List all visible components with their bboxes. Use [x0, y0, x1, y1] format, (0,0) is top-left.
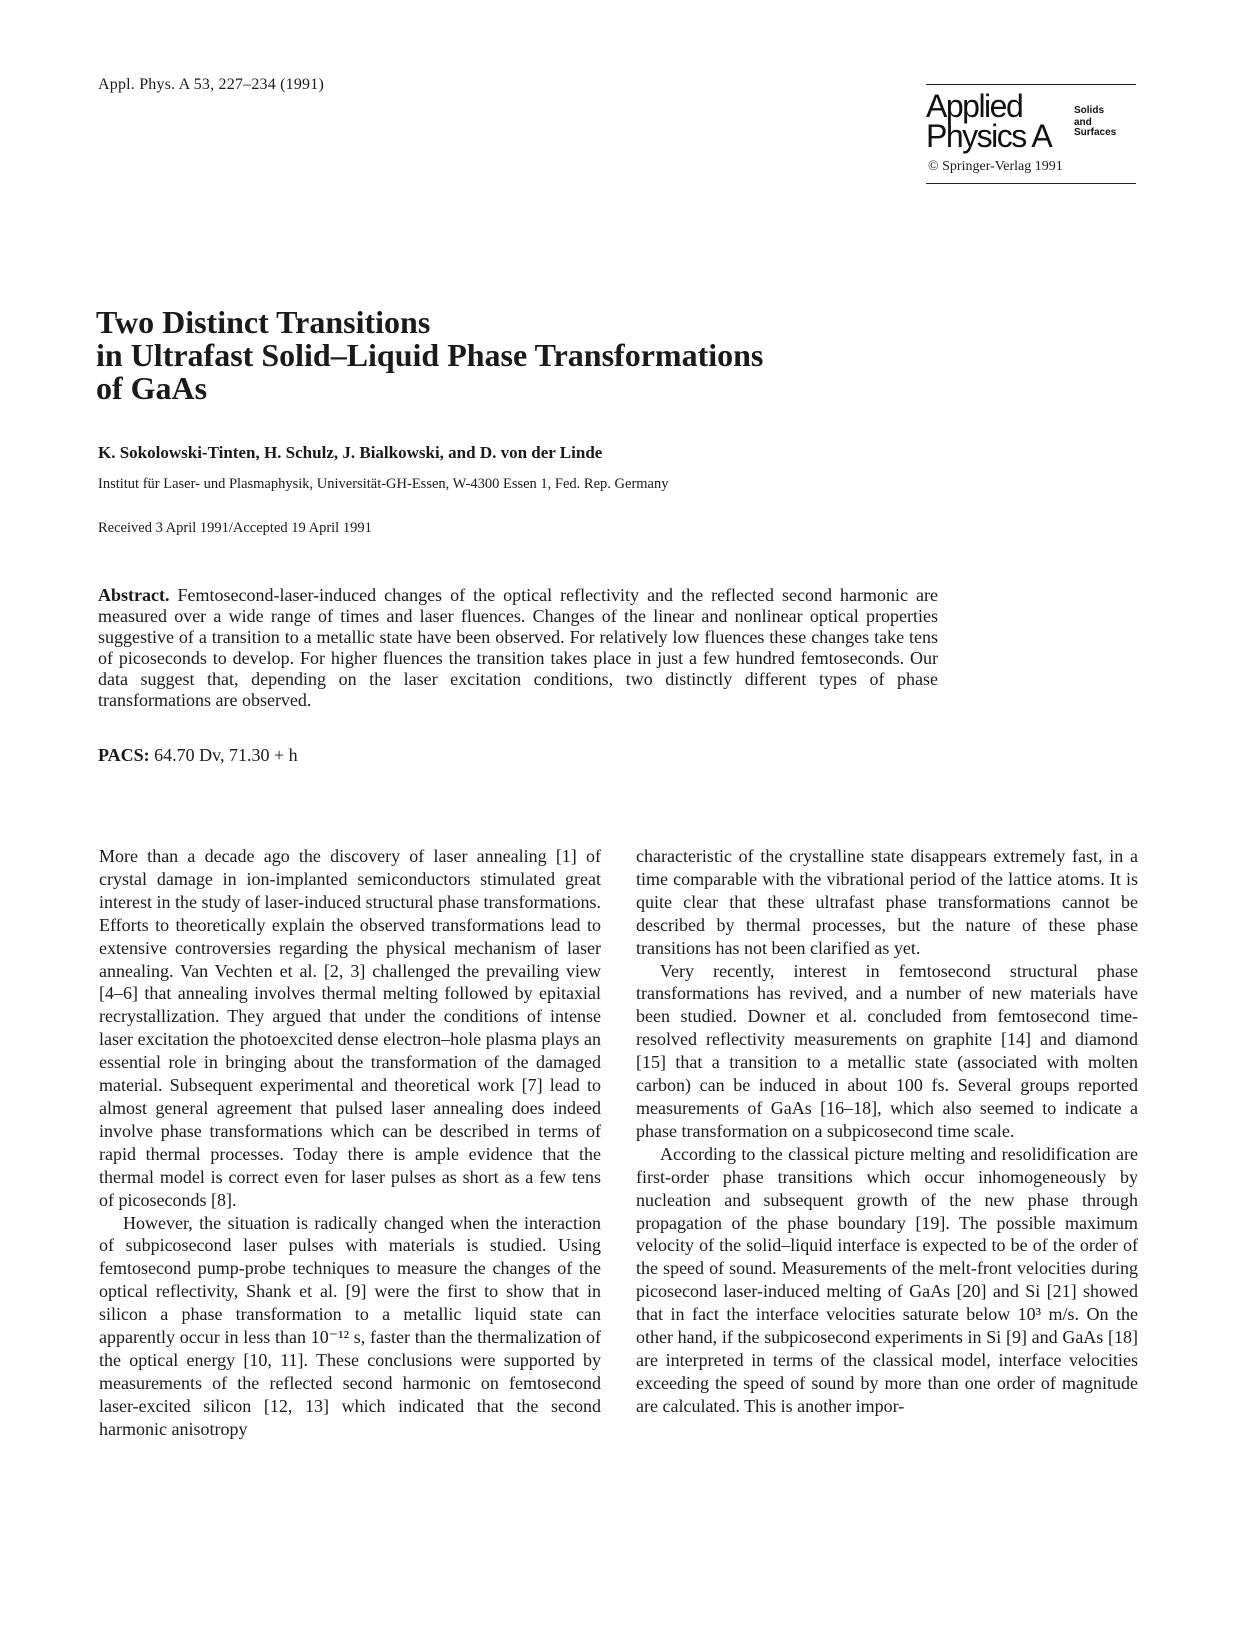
abstract — [98, 585, 938, 711]
pacs-text: 64.70 Dv, 71.30 + h — [154, 745, 298, 765]
body-paragraph: According to the classical picture melting and resolidification are first-order phase transitions which occur inhomogeneously by nucleation and subsequent growth of the new phase through propagation of the phase boundary [19]. The possible maximum velocity of the solid–liquid interface is expected to be of the order of the speed of sound. Measurements of the melt-front velocities during picosecond laser-induced melting of GaAs [20] and Si [21] showed that in fact the interface velocities saturate below 10³ m/s. On the other hand, if the subpicosecond experiments in Si [9] and GaAs [18] are interpreted in terms of the classical model, interface velocities exceeding the speed of sound by more than one order of magnitude are calculated. This is another impor- — [636, 1143, 1138, 1416]
logo-bottom-rule — [926, 183, 1136, 184]
logo-top-rule — [926, 84, 1136, 85]
pacs-label: PACS: — [98, 745, 150, 765]
journal-logo — [926, 84, 1136, 184]
pacs-codes — [98, 745, 298, 766]
logo-sub-and: and — [1074, 117, 1092, 128]
body-column-right — [636, 845, 1138, 1418]
title-line-3: of GaAs — [96, 370, 208, 406]
received-date: Received 3 April 1991/Accepted 19 April 1991 — [98, 520, 372, 536]
copyright-notice: © Springer-Verlag 1991 — [928, 159, 1063, 174]
logo-wordmark — [926, 89, 1136, 153]
logo-line-applied: Applied — [926, 88, 1023, 124]
logo-line-physics: Physics A — [926, 118, 1052, 154]
journal-reference: Appl. Phys. A 53, 227–234 (1991) — [98, 76, 324, 93]
abstract-label: Abstract. — [98, 585, 170, 605]
title-line-2: in Ultrafast Solid–Liquid Phase Transformations — [96, 337, 764, 373]
logo-sub-surfaces: Surfaces — [1074, 127, 1117, 138]
logo-sub-solids: Solids — [1074, 105, 1105, 116]
body-column-left — [99, 845, 601, 1441]
title-line-1: Two Distinct Transitions — [96, 304, 431, 340]
body-paragraph: However, the situation is radically changed when the interaction of subpicosecond laser pulses with materials is studied. Using femtosecond pump-probe techniques to measure the changes of the optical reflectivity, Shank et al. [9] were the first to show that in silicon a phase transformation to a metallic liquid state can apparently occur in less than 10⁻¹² s, faster than the thermalization of the optical energy [10, 11]. These conclusions were supported by measurements of the reflected second harmonic on femtosecond laser-excited silicon [12, 13] which indicated that the second harmonic anisotropy — [99, 1212, 601, 1439]
body-paragraph: More than a decade ago the discovery of laser annealing [1] of crystal damage in ion-implanted semiconductors stimulated great interest in the study of laser-induced structural phase transformations. Efforts to theoretically explain the observed transformations lead to extensive controversies regarding the physical mechanism of laser annealing. Van Vechten et al. [2, 3] challenged the prevailing view [4–6] that annealing involves thermal melting followed by epitaxial recrystallization. They argued that under the conditions of intense laser excitation the photoexcited dense electron–hole plasma plays an essential role in bringing about the transformation of the damaged material. Subsequent experimental and theoretical work [7] lead to almost general agreement that pulsed laser annealing does indeed involve phase transformations which can be described in terms of rapid thermal processes. Today there is ample evidence that the thermal model is correct even for laser pulses as short as a few tens of picoseconds [8]. — [99, 846, 601, 1210]
body-paragraph: Very recently, interest in femtosecond structural phase transformations has revived, and a number of new materials have been studied. Downer et al. concluded from femtosecond time-resolved reflectivity measurements on graphite [14] and diamond [15] that a transition to a metallic state (associated with molten carbon) can be induced in about 100 fs. Several groups reported measurements of GaAs [16–18], which also seemed to indicate a phase transformation on a subpicosecond time scale. — [636, 960, 1138, 1141]
paper-title — [96, 306, 996, 405]
authors: K. Sokolowski-Tinten, H. Schulz, J. Bialkowski, and D. von der Linde — [98, 443, 603, 462]
abstract-text: Femtosecond-laser-induced changes of the optical reflectivity and the reflected second harmonic are measured over a wide range of times and laser fluences. Changes of the linear and nonlinear optical properties suggestive of a transition to a metallic state have been observed. For relatively low fluences these changes take tens of picoseconds to develop. For higher fluences the transition takes place in just a few hundred femtoseconds. Our data suggest that, depending on the laser excitation conditions, two distinctly different types of phase transformations are observed. — [98, 585, 938, 710]
affiliation: Institut für Laser- und Plasmaphysik, Universität-GH-Essen, W-4300 Essen 1, Fed. Rep. Germany — [98, 476, 669, 492]
body-paragraph: characteristic of the crystalline state disappears extremely fast, in a time comparable with the vibrational period of the lattice atoms. It is quite clear that these ultrafast phase transformations cannot be described by thermal processes, but the nature of these phase transitions has not been clarified as yet. — [636, 846, 1138, 958]
